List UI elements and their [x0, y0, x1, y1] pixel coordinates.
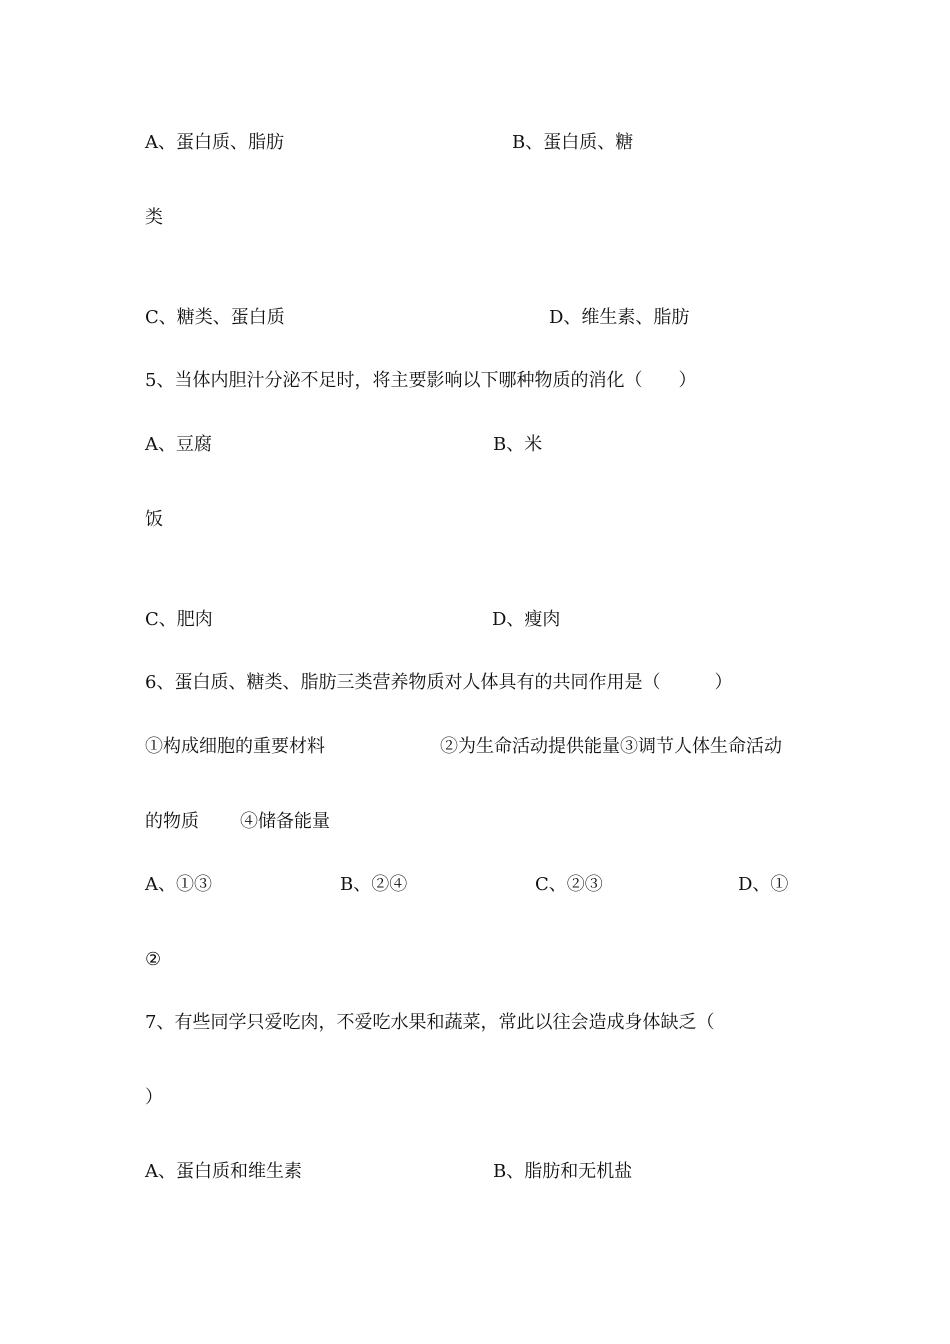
- q5-option-d: D、瘦肉: [492, 609, 561, 630]
- q6-item-3-continued: 的物质: [145, 811, 199, 832]
- q6-stem: 6、蛋白质、糖类、脂肪三类营养物质对人体具有的共同作用是（ ）: [145, 672, 733, 693]
- q5-option-b-continued: 饭: [145, 509, 163, 530]
- q6-option-d: D、①: [738, 874, 789, 895]
- q4-option-b-continued: 类: [145, 207, 163, 228]
- q4-option-d: D、维生素、脂肪: [549, 307, 690, 328]
- q7-option-b: B、脂肪和无机盐: [493, 1161, 633, 1182]
- q6-option-a: A、①③: [145, 874, 212, 895]
- q5-stem: 5、当体内胆汁分泌不足时，将主要影响以下哪种物质的消化（ ）: [145, 370, 697, 391]
- q5-option-a: A、豆腐: [145, 434, 212, 455]
- q4-option-b: B、蛋白质、糖: [512, 132, 634, 153]
- q6-option-d-continued: ②: [145, 949, 162, 970]
- q6-item-2-3: ②为生命活动提供能量③调节人体生命活动: [440, 736, 782, 757]
- q7-option-a: A、蛋白质和维生素: [145, 1161, 302, 1182]
- q6-item-4: ④储备能量: [240, 811, 330, 832]
- q5-option-c: C、肥肉: [145, 609, 213, 630]
- q4-option-c: C、糖类、蛋白质: [145, 307, 285, 328]
- q6-option-b: B、②④: [340, 874, 408, 895]
- q6-option-c: C、②③: [535, 874, 603, 895]
- q7-stem-continued: ）: [145, 1087, 163, 1108]
- q4-option-a: A、蛋白质、脂肪: [145, 132, 284, 153]
- q5-option-b: B、米: [493, 434, 543, 455]
- q6-item-1: ①构成细胞的重要材料: [145, 736, 325, 757]
- q7-stem: 7、有些同学只爱吃肉，不爱吃水果和蔬菜，常此以往会造成身体缺乏（: [145, 1012, 715, 1033]
